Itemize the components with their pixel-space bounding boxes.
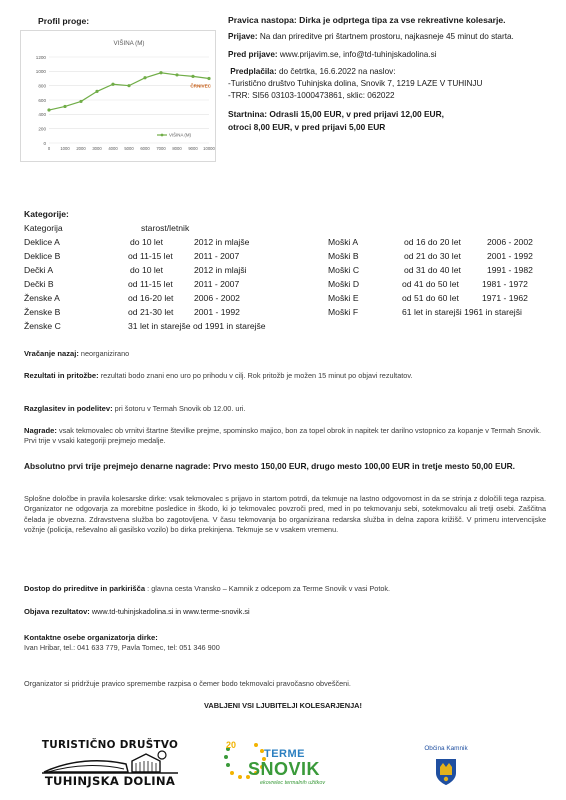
kontakt-text: Ivan Hribar, tel.: 041 633 779, Pavla Tomec, tel: 051 346 900 — [24, 643, 220, 653]
category-name: Moški C — [328, 265, 360, 275]
chart-x-tick: 6000 — [140, 146, 150, 151]
elevation-chart — [20, 30, 216, 162]
chart-point — [63, 105, 66, 108]
chart-y-tick: 400 — [38, 112, 46, 118]
category-age: od 11-15 let — [128, 279, 173, 289]
category-age: do 10 let — [130, 237, 163, 247]
objava-label: Objava rezultatov: — [24, 607, 90, 616]
category-name: Moški D — [328, 279, 360, 289]
landscape-icon — [40, 750, 180, 774]
startnina-line-1: Startnina: Odrasli 15,00 EUR, v pred prijavi 12,00 EUR, — [228, 109, 444, 120]
category-name: Ženske B — [24, 307, 61, 317]
snovik-word: SNOVIK — [248, 759, 321, 779]
category-years: 1991 - 1982 — [487, 265, 533, 275]
td-logo-line-2: TUHINJSKA DOLINA — [44, 774, 176, 788]
pridrzuje-section: Organizator si pridržuje pravico spremembe razpisa o čemer bodo tekmovalci pravočasno obveščeni. — [24, 679, 351, 688]
category-years: 2011 - 2007 — [194, 279, 240, 289]
chart-y-tick: 1200 — [35, 54, 46, 60]
category-years: 2012 in mlajši — [194, 265, 247, 275]
category-name: Moški F — [328, 307, 359, 317]
predplacila-text: do četrtka, 16.6.2022 na naslov: — [278, 66, 396, 76]
kontakt-section — [24, 633, 546, 654]
obcina-kamnik-logo — [412, 737, 480, 793]
chart-x-tick: 1000 — [60, 146, 70, 151]
chart-point — [47, 108, 50, 111]
chart-x-tick: 3000 — [92, 146, 102, 151]
terme-anniversary-badge: 20 — [226, 740, 237, 750]
chart-point — [79, 100, 82, 103]
category-name: Dečki B — [24, 279, 54, 289]
prijave-block — [228, 31, 562, 43]
td-tuhinjska-dolina-logo — [40, 733, 180, 789]
profile-heading: Profil proge: — [38, 16, 90, 26]
chart-y-tick: 200 — [38, 126, 46, 132]
prijave-text: Na dan prireditve pri štartnem prostoru, najkasneje 45 minut do starta. — [259, 32, 514, 42]
category-years: 2001 - 1992 — [194, 307, 240, 317]
category-years: 2012 in mlajše — [194, 237, 250, 247]
terme-tagline: ekovrelec termalnih užitkov — [260, 780, 326, 786]
category-name: Moški E — [328, 293, 359, 303]
pred-prijave-links[interactable]: www.prijavim.se, info@td-tuhinjskadolina.si — [279, 49, 437, 59]
category-age: do 10 let — [130, 265, 163, 275]
category-years: 2011 - 2007 — [194, 251, 240, 261]
chart-point — [159, 71, 162, 74]
dostop-text: : glavna cesta Vransko – Kamnik z odcepom za Terme Snovik v vasi Potok. — [147, 584, 391, 593]
dostop-label: Dostop do prireditve in parkirišča — [24, 584, 146, 593]
objava-links[interactable]: www.td-tuhinjskadolina.si in www.terme-snovik.si — [91, 607, 250, 616]
chart-x-tick: 9000 — [188, 146, 198, 151]
chart-point — [175, 73, 178, 76]
chart-x-tick: 5000 — [124, 146, 134, 151]
categories-heading: Kategorije: — [24, 209, 69, 219]
objava-section — [24, 607, 546, 617]
category-age: od 51 do 60 let — [402, 293, 459, 303]
td-logo-line-1: TURISTIČNO DRUŠTVO — [41, 739, 179, 751]
predplacila-label: Predplačila: — [230, 66, 277, 76]
razglasitev-text: pri šotoru v Termah Snovik ob 12.00. uri. — [114, 404, 246, 413]
pravica-block — [228, 14, 562, 26]
categories-col-header-1: Kategorija — [24, 223, 63, 233]
vracanje-label: Vračanje nazaj: — [24, 349, 79, 358]
splosne-section: Splošne določbe in pravila kolesarske dirke: vsak tekmovalec s prijavo in startom potrdi, da tekmuje na lastno odgovornost in da se strinja z določili tega razpisa. Organizator ne odgovarja za morebitne posledice in škodo, ki jo tekmovalec povzroči pred, med in po tekmovanju sebi, sotekmovalcu ali tretji osebi. Zaščitna čelada je obvezna. Zdravstvena služba bo zagotovljena. V času tekmovanja bo organizirana redarska služba in delna zapora križišč. V primeru intervencijske vožnje (policija, reševalno ali gasilsko vozilo) bo dirka prekinjena. Tekmuje se v vsakem vremenu. — [24, 494, 546, 535]
category-age: 61 let in starejši 1961 in starejši — [402, 307, 522, 317]
elevation-chart-svg — [21, 31, 217, 163]
chart-title: VIŠINA (M) — [113, 40, 145, 47]
chart-point — [207, 77, 210, 80]
pred-prijave-label: Pred prijave: — [228, 49, 278, 59]
razglasitev-section — [24, 404, 546, 414]
chart-series-line — [49, 73, 209, 110]
rezultati-section — [24, 371, 546, 381]
category-age: od 41 do 50 let — [402, 279, 459, 289]
chart-legend-label: VIŠINA (M) — [169, 132, 191, 138]
category-age: od 31 do 40 let — [404, 265, 461, 275]
rezultati-text: rezultati bodo znani eno uro po prihodu v cilj. Rok pritožb je možen 15 minut po objavi rezultatov. — [100, 371, 413, 380]
chart-x-tick: 10000 — [203, 146, 215, 151]
category-name: Moški B — [328, 251, 359, 261]
chart-x-tick: 4000 — [108, 146, 118, 151]
category-age: od 21 do 30 let — [404, 251, 461, 261]
info-column — [228, 14, 562, 138]
chart-y-tick: 800 — [38, 83, 46, 89]
dostop-section — [24, 584, 546, 594]
pravica-text: Dirka je odprtega tipa za vse rekreativne kolesarje. — [299, 15, 506, 25]
absolutno-section: Absolutno prvi trije prejmejo denarne nagrade: Prvo mesto 150,00 EUR, drugo mesto 100,00 EUR in tretje mesto 50,00 EUR. — [24, 461, 516, 471]
category-age: od 16-20 let — [128, 293, 174, 303]
chart-y-tick: 1000 — [35, 69, 46, 75]
chart-x-tick: 2000 — [76, 146, 86, 151]
category-years: 1981 - 1972 — [482, 279, 528, 289]
chart-x-tick: 7000 — [156, 146, 166, 151]
pred-prijave-block — [228, 49, 562, 61]
chart-point — [127, 84, 130, 87]
vracanje-section — [24, 349, 546, 359]
category-age: od 11-15 let — [128, 251, 173, 261]
kamnik-text: Občina Kamnik — [424, 745, 468, 752]
category-name: Ženske A — [24, 293, 60, 303]
kontakt-label: Kontaktne osebe organizatorja dirke: — [24, 633, 158, 642]
startnina-line-2: otroci 8,00 EUR, v pred prijavi 5,00 EUR — [228, 121, 386, 132]
kamnik-coat-of-arms-icon — [434, 757, 458, 787]
category-name: Moški A — [328, 237, 359, 247]
closing-invitation: VABLJENI VSI LJUBITELJI KOLESARJENJA! — [204, 701, 362, 710]
category-name: Deklice B — [24, 251, 61, 261]
category-age: od 21-30 let — [128, 307, 174, 317]
chart-point — [191, 75, 194, 78]
chart-y-tick: 0 — [43, 140, 46, 146]
nagrade-text: vsak tekmovalec ob vrnitvi štartne številke prejme, spominsko majico, bon za topel obrok in napitek ter darilno vstopnico za kopanje v Termah Snovik. Prvi trije v vsaki kategoriji prejmejo medalje. — [24, 426, 542, 446]
rezultati-label: Rezultati in pritožbe: — [24, 371, 99, 380]
address-line: -Turistično društvo Tuhinjska dolina, Snovik 7, 1219 LAZE V TUHINJU — [228, 79, 483, 89]
category-name: Deklice A — [24, 237, 60, 247]
category-years: 1971 - 1962 — [482, 293, 528, 303]
terme-word: TERME — [264, 748, 305, 760]
nagrade-label: Nagrade: — [24, 426, 57, 435]
category-name: Ženske C — [24, 321, 61, 331]
category-years: 2001 - 1992 — [487, 251, 533, 261]
category-years: 2006 - 2002 — [487, 237, 533, 247]
categories-col-header-2: starost/letnik — [141, 223, 190, 233]
chart-point — [95, 90, 98, 93]
predplacila-block — [228, 66, 562, 103]
startnina-block — [228, 108, 562, 133]
trr-line: -TRR: SI56 03103-1000473861, sklic: 062022 — [228, 91, 395, 101]
chart-point — [111, 83, 114, 86]
chart-y-tick: 600 — [38, 97, 46, 103]
category-years: 2006 - 2002 — [194, 293, 240, 303]
razglasitev-label: Razglasitev in podelitev: — [24, 404, 113, 413]
chart-x-tick: 8000 — [172, 146, 182, 151]
category-age: od 16 do 20 let — [404, 237, 461, 247]
nagrade-section — [24, 426, 546, 447]
chart-annotation: ČRNIVEC — [190, 83, 211, 89]
prijave-label: Prijave: — [228, 32, 258, 42]
vracanje-text: neorganizirano — [80, 349, 130, 358]
chart-point — [143, 76, 146, 79]
pravica-label: Pravica nastopa: — [228, 15, 297, 25]
terme-snovik-logo — [218, 737, 356, 789]
category-age: 31 let in starejše od 1991 in starejše — [128, 321, 266, 331]
category-name: Dečki A — [24, 265, 54, 275]
chart-legend-marker — [161, 134, 164, 137]
chart-x-tick: 0 — [47, 146, 51, 151]
